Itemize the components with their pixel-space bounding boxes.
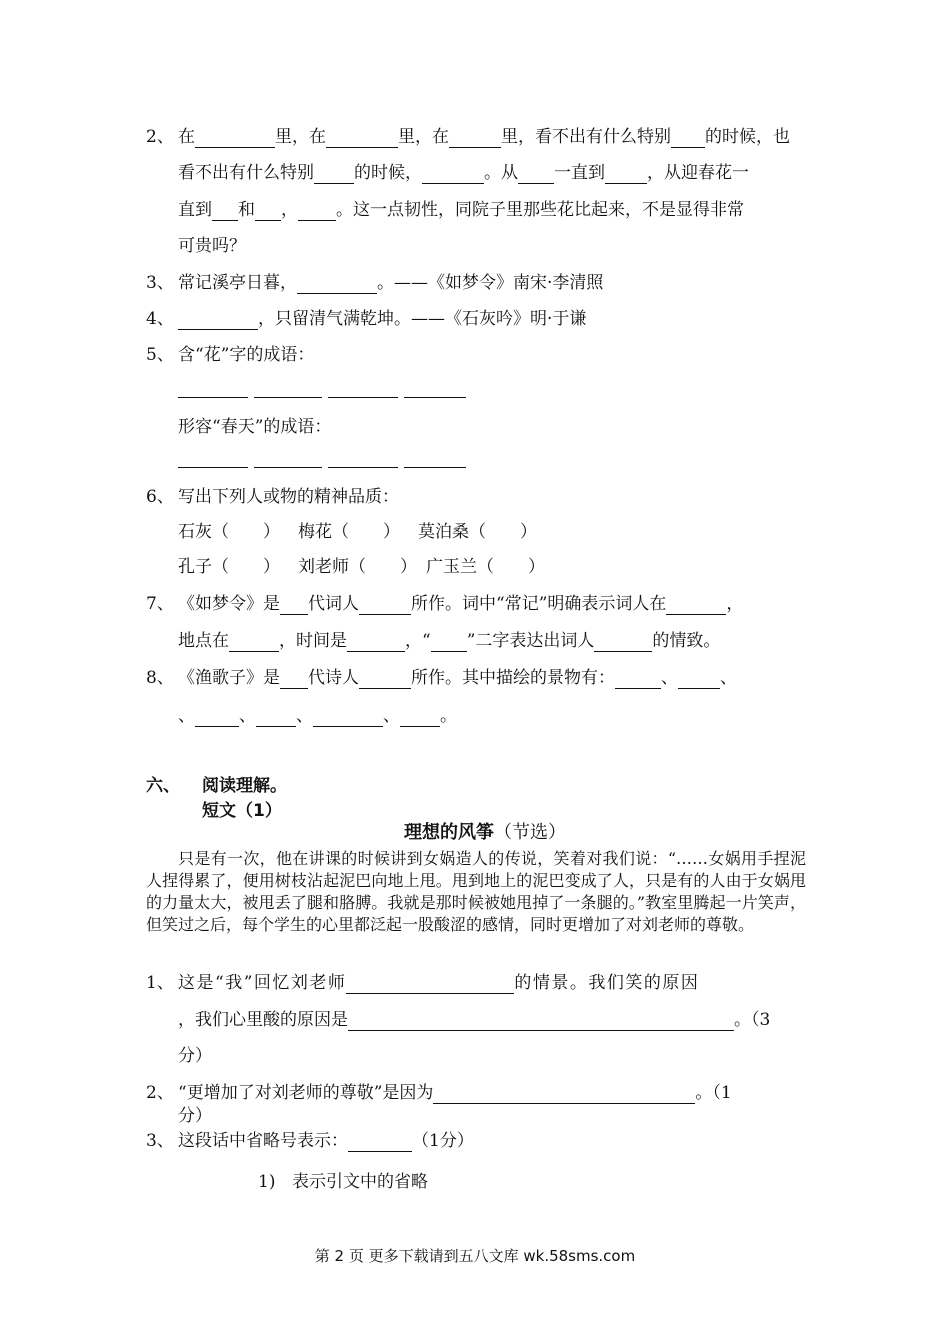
blank[interactable] [433,1085,695,1104]
r2-number: 2、 [146,1083,174,1103]
q5-answer-row-1 [178,395,466,398]
q7-line-2: 地点在 ，时间是 ，“ ”二字表达出词人 的情致。 [178,631,721,651]
q4-number: 4、 [146,309,174,329]
r3-option-text: 表示引文中的省略 [292,1172,428,1192]
blank[interactable] [605,165,647,184]
blank[interactable] [431,633,467,652]
q6-item: 梅花（ ） [298,522,400,542]
r3-number: 3、 [146,1131,174,1151]
blank[interactable] [178,311,258,330]
q5-answer-row-2 [178,465,466,468]
q5-prompt-2: 形容“春天”的成语： [178,417,332,437]
blank[interactable] [404,395,466,398]
r3-line: 这段话中省略号表示： （1分） [178,1131,474,1151]
blank[interactable] [195,129,275,148]
blank[interactable] [297,275,377,294]
q4-line: ，只留清气满乾坤。——《石灰吟》明·于谦 [178,308,586,330]
blank[interactable] [348,1012,734,1031]
blank[interactable] [348,1133,412,1152]
blank[interactable] [178,465,248,468]
blank[interactable] [314,165,354,184]
q2-line-4: 可贵吗？ [178,236,246,256]
blank[interactable] [256,708,296,727]
blank[interactable] [518,165,554,184]
blank[interactable] [671,129,705,148]
q6-item: 孔子（ ） [178,557,280,577]
blank[interactable] [254,395,322,398]
blank[interactable] [615,670,661,689]
q2-line-3: 直到 和 ， 。这一点韧性，同院子里那些花比起来，不是显得非常 [178,200,744,220]
blank[interactable] [404,465,466,468]
section-subtitle: 短文（1） [202,801,282,821]
r2-line-1: “更增加了对刘老师的尊敬”是因为 。（1 [178,1083,732,1103]
blank[interactable] [359,596,411,615]
section-number: 六、 [146,776,180,796]
blank[interactable] [347,633,405,652]
blank[interactable] [313,708,383,727]
q5-number: 5、 [146,345,174,365]
r1-line-3: 分） [178,1046,212,1066]
q8-line-1: 《渔歌子》是 代诗人 所作。其中描绘的景物有： 、 、 [178,668,737,688]
q8-line-2: 、 、 、 、 。 [178,706,457,726]
blank[interactable] [400,708,440,727]
blank[interactable] [195,708,239,727]
blank[interactable] [280,596,308,615]
q5-prompt: 含“花”字的成语： [178,345,315,365]
q6-item: 莫泊桑（ ） [418,522,537,542]
blank[interactable] [359,670,411,689]
q7-number: 7、 [146,594,174,614]
q6-item: 广玉兰（ ） [426,557,545,577]
q7-line-1: 《如梦令》是 代词人 所作。词中“常记”明确表示词人在 ， [178,594,744,614]
blank[interactable] [326,129,398,148]
r2-line-2: 分） [178,1106,212,1126]
q6-item: 刘老师（ ） [298,557,417,577]
q2-line-1: 在 里，在 里，在 里，看不出有什么特别 的时候，也 [178,127,790,147]
blank[interactable] [346,975,514,994]
q3-number: 3、 [146,273,174,293]
passage-title: 理想的风筝（节选） [404,822,566,843]
r1-number: 1、 [146,973,174,993]
r1-line-2: ，我们心里酸的原因是 。（3 [178,1010,771,1030]
r1-line-1: 这是“我”回忆刘老师 的情景。我们笑的原因 [178,973,700,993]
q6-number: 6、 [146,487,174,507]
blank[interactable] [254,465,322,468]
blank[interactable] [178,395,248,398]
blank[interactable] [666,596,726,615]
r3-option-number: 1) [258,1172,276,1192]
blank[interactable] [328,395,398,398]
q8-number: 8、 [146,668,174,688]
passage-text: 只是有一次，他在讲课的时候讲到女娲造人的传说，笑着对我们说：“……女娲用手捏泥人捏得累了，便用树枝沾起泥巴向地上甩。甩到地上的泥巴变成了人，只是有的人由于女娲甩的力量太大，被甩丢了腿和胳膊。我就是那时候被她甩掉了一条腿的。”教室里腾起一片笑声，但笑过之后，每个学生的心里都泛起一股酸涩的感情，同时更增加了对刘老师的尊敬。 [146,849,806,934]
blank[interactable] [678,670,720,689]
q2-number: 2、 [146,127,174,147]
section-title: 阅读理解。 [202,776,287,796]
blank[interactable] [422,165,484,184]
q2-line-2: 看不出有什么特别 的时候， 。从 一直到 ，从迎春花一 [178,163,749,183]
q3-line: 常记溪亭日暮， 。——《如梦令》南宋·李清照 [178,273,604,293]
q6-prompt: 写出下列人或物的精神品质： [178,487,399,507]
blank[interactable] [212,202,238,221]
blank[interactable] [449,129,501,148]
blank[interactable] [255,202,281,221]
blank[interactable] [328,465,398,468]
q6-item: 石灰（ ） [178,522,280,542]
blank[interactable] [229,633,279,652]
blank[interactable] [280,670,308,689]
blank[interactable] [594,633,652,652]
blank[interactable] [298,202,336,221]
page-footer: 第 2 页 更多下载请到五八文库 wk.58sms.com [314,1247,636,1265]
